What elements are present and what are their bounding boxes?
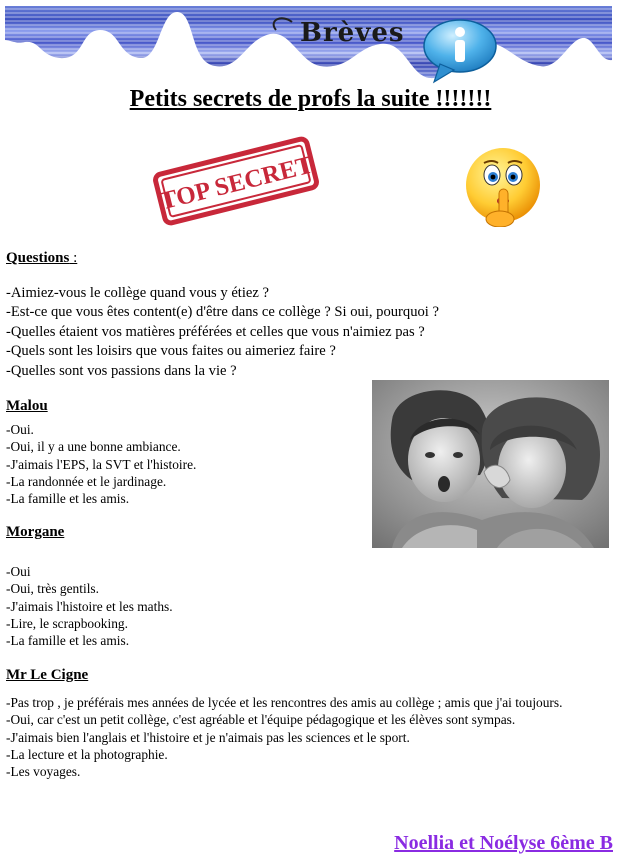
question-item: -Est-ce que vous êtes content(e) d'être dans ce collège ? Si oui, pourquoi ? — [6, 304, 439, 321]
answer-item: -Lire, le scrapbooking. — [6, 615, 128, 631]
whispering-girls-photo — [372, 380, 609, 548]
question-item: -Quelles étaient vos matières préférées et celles que vous n'aimiez pas ? — [6, 323, 425, 340]
answer-item: -Oui, très gentils. — [6, 581, 99, 597]
answer-item: -J'aimais l'EPS, la SVT et l'histoire. — [6, 456, 197, 472]
shush-emoji-icon — [462, 145, 544, 227]
top-secret-stamp — [148, 134, 324, 228]
answer-item: -Oui, il y a une bonne ambiance. — [6, 439, 181, 455]
answer-item: -Oui, car c'est un petit collège, c'est agréable et l'équipe pédagogique et les élèves sont sympas. — [6, 712, 516, 728]
answer-item: -J'aimais l'histoire et les maths. — [6, 598, 173, 614]
answer-item: -Les voyages. — [6, 764, 81, 780]
info-icon — [420, 18, 500, 84]
malou-answers — [6, 421, 196, 507]
page-title: Petits secrets de profs la suite !!!!!!! — [129, 86, 492, 112]
questions-heading-label: Questions — [6, 250, 70, 266]
questions-list — [6, 284, 439, 381]
morgane-answers — [6, 563, 173, 649]
question-item: -Quels sont les loisirs que vous faites ou aimeriez faire ? — [6, 343, 336, 360]
question-item: -Quelles sont vos passions dans la vie ? — [6, 362, 237, 379]
cigne-heading: Mr Le Cigne — [6, 667, 89, 683]
banner-title: Brèves — [300, 18, 405, 48]
malou-heading: Malou — [6, 398, 48, 414]
header-banner — [0, 0, 621, 92]
answer-item: -La randonnée et le jardinage. — [6, 473, 167, 489]
answer-item: -Oui — [6, 564, 31, 579]
morgane-heading: Morgane — [6, 524, 65, 540]
answer-item: -La famille et les amis. — [6, 633, 130, 649]
answer-item: -J'aimais bien l'anglais et l'histoire et je n'aimais pas les sciences et le sport. — [6, 729, 410, 745]
answer-item: -La famille et les amis. — [6, 491, 130, 507]
questions-heading-colon: : — [69, 250, 78, 266]
answer-item: -Pas trop , je préférais mes années de lycée et les rencontres des amis au collège ; amis que j'ai toujours. — [6, 695, 563, 710]
answer-item: -Oui. — [6, 422, 34, 437]
answer-item: -La lecture et la photographie. — [6, 746, 168, 762]
cigne-answers — [6, 694, 606, 780]
author-signature: Noellia et Noélyse 6ème B — [394, 832, 613, 854]
question-item: -Aimiez-vous le collège quand vous y étiez ? — [6, 285, 270, 301]
stamp-text: TOP SECRET — [157, 151, 316, 216]
questions-heading — [6, 250, 77, 267]
